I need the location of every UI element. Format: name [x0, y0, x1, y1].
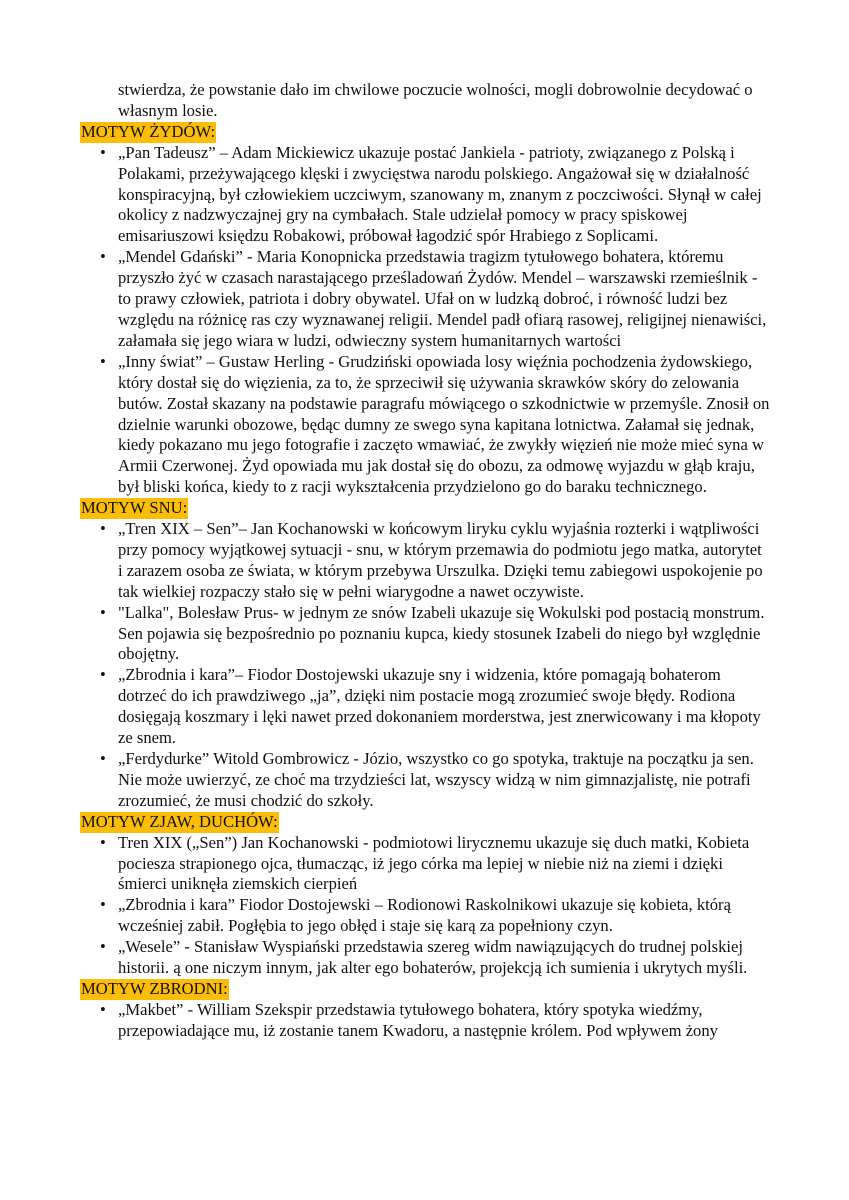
list-item [80, 247, 770, 352]
list-item [80, 833, 770, 896]
list-item-text: „Mendel Gdański” - Maria Konopnicka przedstawia tragizm tytułowego bohatera, któremu przyszło żyć w czasach narastającego prześladowań Żydów. Mendel – warszawski rzemieślnik - to prawy człowiek, patriota i dobry obywatel. Ufał on w ludzką dobroć, i równość ludzi bez względu na różnicę ras czy wyznawanej religii. Mendel padł ofiarą rasowej, religijnej nienawiści, załamała się jego wiara w ludzi, odwieczny system humanitarnych wartości [118, 247, 767, 350]
bullet-icon: • [100, 602, 106, 622]
section [80, 812, 770, 979]
bullet-icon: • [100, 351, 106, 371]
bullet-icon: • [100, 665, 106, 685]
bullet-icon: • [100, 832, 106, 852]
list-item-text: Tren XIX („Sen”) Jan Kochanowski - podmiotowi lirycznemu ukazuje się duch matki, Kobieta pociesza strapionego ojca, tłumacząc, iż jego córka ma lepiej w niebie niż na ziemi i dzięki śmierci uniknęła ziemskich cierpień [118, 832, 750, 894]
list-item-text: „Inny świat” – Gustaw Herling - Grudziński opowiada losy więźnia pochodzenia żydowskiego, który dostał się do więzienia, za to, że sprzeciwił się używania skrawków skóry do zelowania butów. Został skazany na podstawie paragrafu mówiącego o szkodnictwie w przemyśle. Znosił on dzielnie warunki obozowe, będąc dumny ze swego syna kapitana lotnictwa. Załamał się jednak, kiedy pokazano mu jego fotografie i zaczęto wmawiać, że zwykły więzień nie może mieć syna w Armii Czerwonej. Żyd opowiada mu jak dostał się do obozu, za odmowę wyjazdu w głąb kraju, był bliski końca, kiedy to z racji wykształcenia przydzielono go do baraku technicznego. [118, 351, 770, 497]
section [80, 979, 770, 1042]
list-item-text: „Zbrodnia i kara” Fiodor Dostojewski – Rodionowi Raskolnikowi ukazuje się kobieta, którą wcześniej zabił. Pogłębia to jego obłęd i staje się karą za popełniony czyn. [118, 895, 731, 936]
section-heading: MOTYW ZJAW, DUCHÓW: [81, 811, 278, 831]
list-item [80, 895, 770, 937]
list-item-text: „Ferdydurke” Witold Gombrowicz - Józio, wszystko co go spotyka, traktuje na początku ja sen. Nie może uwierzyć, ze choć ma trzydzieści lat, wszyscy widzą w nim gimnazjalistę, nie potrafi zrozumieć, że musi chodzić do szkoły. [118, 749, 754, 810]
section [80, 122, 770, 498]
bullet-list [80, 519, 770, 812]
list-item [80, 143, 770, 248]
bullet-icon: • [100, 999, 106, 1019]
list-item [80, 937, 770, 979]
bullet-icon: • [100, 895, 106, 915]
list-item-text: „Zbrodnia i kara”– Fiodor Dostojewski ukazuje sny i widzenia, które pomagają bohaterom dotrzeć do ich prawdziwego „ja”, dzięki nim postacie mogą zrozumieć swoje błędy. Rodiona dosięgają koszmary i lęki nawet przed dokonaniem morderstwa, jest znerwicowany i ma kłopoty ze snem. [118, 665, 761, 748]
bullet-icon: • [100, 142, 106, 162]
list-item-text: "Lalka", Bolesław Prus- w jednym ze snów Izabeli ukazuje się Wokulski pod postacią monstrum. Sen pojawia się bezpośrednio po poznaniu kupca, kiedy stosunek Izabeli do niego był względnie obojętny. [118, 602, 765, 664]
list-item [80, 1000, 770, 1042]
bullet-icon: • [100, 749, 106, 768]
section-heading: MOTYW SNU: [81, 498, 188, 518]
list-item-text: „Wesele” - Stanisław Wyspiański przedstawia szereg widm nawiązujących do trudnej polskiej historii. ą one niczym innym, jak alter ego bohaterów, projekcją ich sumienia i ukrytych myśli. [118, 937, 748, 978]
bullet-icon: • [100, 247, 106, 267]
list-item-text: „Tren XIX – Sen”– Jan Kochanowski w końcowym liryku cyklu wyjaśnia rozterki i wątpliwości przy pomocy wyjątkowej sytuacji - snu, w którym przemawia do podmiotu jego matka, autorytet i zarazem osoba ze świata, w którym przebywa Urszulka. Dzięki temu zabiegowi uspokojenie po tak wielkiej rozpaczy stało się w pełni wiarygodne a nawet oczywiste. [118, 519, 763, 601]
sections-container [80, 122, 770, 1042]
section-heading: MOTYW ZBRODNI: [81, 978, 228, 998]
bullet-icon: • [100, 519, 106, 539]
intro-paragraph: stwierdza, że powstanie dało im chwilowe poczucie wolności, mogli dobrowolnie decydować o własnym losie. [118, 80, 753, 120]
list-item [80, 519, 770, 603]
bullet-list [80, 143, 770, 498]
list-item-text: „Makbet” - William Szekspir przedstawia tytułowego bohatera, który spotyka wiedźmy, przepowiadające mu, iż zostanie tanem Kwadoru, a następnie królem. Pod wpływem żony [118, 999, 718, 1040]
bullet-list [80, 833, 770, 979]
list-item [80, 665, 770, 749]
list-item [80, 749, 770, 812]
section-heading: MOTYW ŻYDÓW: [81, 121, 216, 141]
bullet-list [80, 1000, 770, 1042]
section [80, 498, 770, 812]
list-item [80, 352, 770, 498]
document-body [80, 80, 770, 1042]
list-item-text: „Pan Tadeusz” – Adam Mickiewicz ukazuje postać Jankiela - patrioty, związanego z Polską i Polakami, przeżywającego klęski i zwycięstwa narodu polskiego. Angażował się w działalność konspiracyjną, był człowiekiem uczciwym, szanowany m, znanym z poczciwości. Słynął w całej okolicy z nadzwyczajnej gry na cymbałach. Stale udzielał pomocy w pracy spiskowej emisariuszowi księdzu Robakowi, próbował łagodzić spór Hrabiego z Soplicami. [118, 142, 762, 246]
list-item [80, 603, 770, 666]
bullet-icon: • [100, 937, 106, 957]
